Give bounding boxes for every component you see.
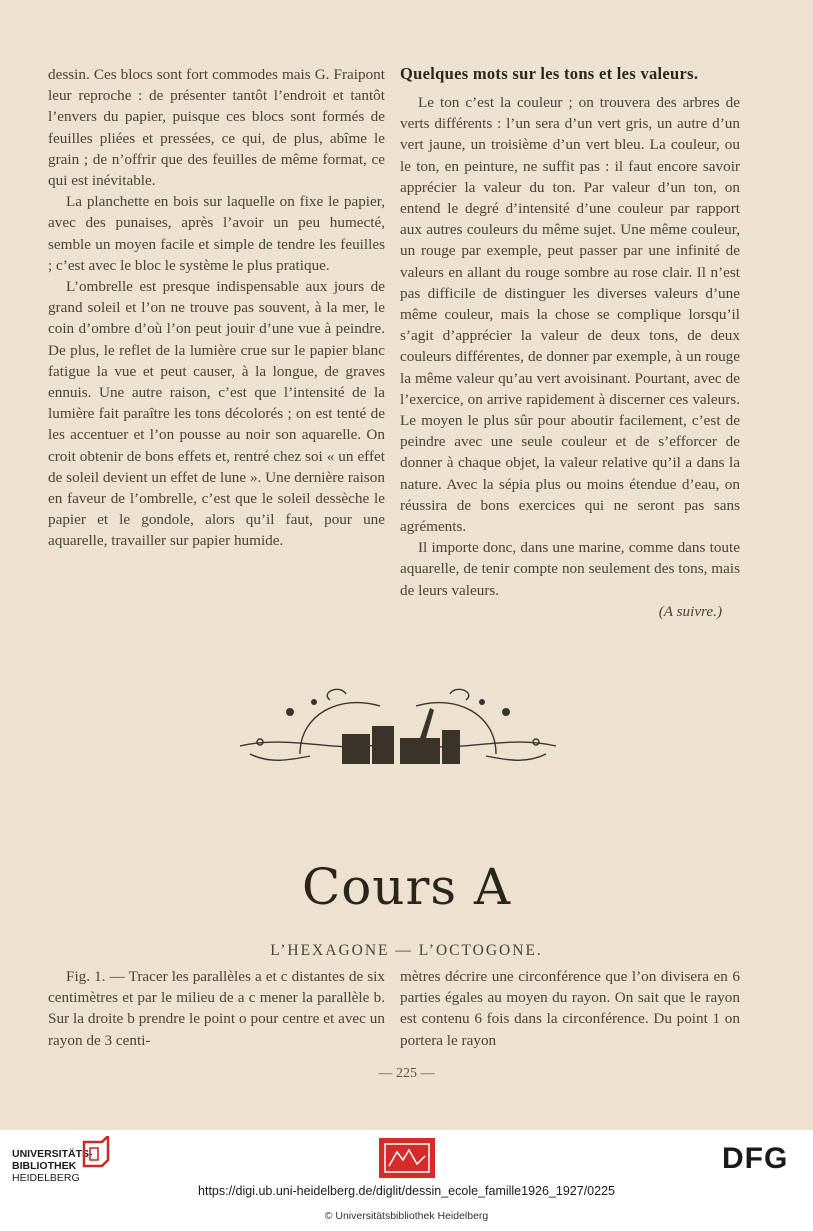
bottom-right-text: mètres décrire une circonférence que l’on divisera en 6 parties égales au moyen du rayon. On sait que le rayon est contenu 6 fois dans la circonférence. Du point 1 on portera le rayon bbox=[400, 968, 740, 1049]
library-line-2: BIBLIOTHEK bbox=[12, 1160, 77, 1172]
library-line-1: UNIVERSITÄTS- bbox=[12, 1148, 93, 1160]
left-paragraph-3: L’ombrelle est presque indispensable aux jours de grand soleil et l’on ne trouve pas souvent, à la mer, le coin d’ombre d’où l’on peut jouir d’une vue à peindre. De plus, le reflet de la lumière crue sur le papier blanc fatigue la vue et peut causer, à la longue, de graves ennuis. Une autre raison, c’est que l’intensité de la lumière fait paraître les tons décolorés ; on est tenté de les accentuer et l’on pousse au noir son aquarelle. On croit obtenir de bons effets et, rentré chez soi « un effet de soleil devient un effet de lune ». Une dernière raison en faveur de l’ombrelle, c’est que le soleil dessèche le papier et le gondole, alors qu’il faut, pour une aquarelle, travailler sur papier humide. bbox=[48, 278, 385, 550]
library-line-3: HEIDELBERG bbox=[12, 1172, 80, 1184]
library-logo-icon bbox=[80, 1136, 112, 1176]
dfg-logo[interactable]: DFG bbox=[722, 1142, 789, 1175]
bottom-left-text: Fig. 1. — Tracer les parallèles a et c distantes de six centimètres et par le milieu de a c mener la parallèle b. Sur la droite b prendre le point o pour centre et avec un rayon de 3 centi- bbox=[48, 968, 385, 1049]
section-heading-tons-valeurs: Quelques mots sur les tons et les valeurs. bbox=[400, 64, 699, 83]
left-column bbox=[48, 64, 385, 552]
bottom-left-column bbox=[48, 966, 385, 1051]
decorative-vignette bbox=[230, 684, 566, 784]
collection-logo[interactable] bbox=[379, 1138, 435, 1178]
right-column bbox=[400, 92, 740, 622]
right-paragraph-1: Le ton c’est la couleur ; on trouvera des arbres de verts différents : l’un sera d’un vert gris, un autre d’un vert jaune, un troisième d’un vert bleu. La couleur, ou le ton, en peinture, ne suffit pas : il faut encore savoir apprécier la valeur du ton. Par valeur d’un ton, on entend le degré d’intensité d’une couleur par rapport aux autres couleurs du même sujet. Une même couleur, un rouge par exemple, peut passer par une infinité de valeurs en allant du rouge sombre au rose clair. Il n’est pas difficile de distinguer les diverses valeurs d’une même couleur, mais la chose se complique lorsqu’il s’agit d’apprécier la valeur de deux tons, de deux couleurs différentes, de donner par exemple, à un rouge la même valeur qu’au vert avoisinant. Pourtant, avec de l’exercice, on arrive rapidement à discerner ces valeurs. Le moyen le plus sûr pour aboutir facilement, c’est de peindre avec une seule couleur et de s’efforcer de donner à chaque objet, la valeur relative qu’il a dans la nature. Avec la sépia plus ou moins étendue d’eau, on réussira de bons exercices qui ne seront pas sans agréments. bbox=[400, 94, 740, 536]
course-title: Cours A bbox=[301, 858, 512, 916]
right-paragraph-2: Il importe donc, dans une marine, comme dans toute aquarelle, de tenir compte non seulement des tons, mais de leurs valeurs. bbox=[400, 539, 740, 599]
bottom-right-column bbox=[400, 966, 740, 1051]
to-be-continued: (A suivre.) bbox=[658, 602, 722, 620]
course-subtitle: L’HEXAGONE — L’OCTOGONE. bbox=[270, 942, 543, 959]
copyright-notice: © Universitätsbibliothek Heidelberg bbox=[324, 1210, 489, 1222]
left-paragraph-1: dessin. Ces blocs sont fort commodes mais G. Fraipont leur reproche : de présenter tantôt l’endroit et tantôt l’envers du papier, puisque ces blocs sont formés de feuilles pliées et pressées, ce qui, de plus, abîme le grain ; de n’offrir que des feuilles de même format, ce qui est inévitable. bbox=[48, 66, 385, 190]
left-paragraph-2: La planchette en bois sur laquelle on fixe le papier, avec des punaises, après l’avoir un peu humecté, semble un moyen facile et simple de tendre les feuilles ; c’est avec le bloc le système le plus pratique. bbox=[48, 193, 385, 274]
digital-library-footer bbox=[0, 1130, 813, 1231]
page-number: — 225 — bbox=[378, 1066, 435, 1081]
permalink-url[interactable]: https://digi.ub.uni-heidelberg.de/diglit/dessin_ecole_famille1926_1927/0225 bbox=[198, 1184, 615, 1198]
collection-logo-icon bbox=[379, 1138, 435, 1178]
